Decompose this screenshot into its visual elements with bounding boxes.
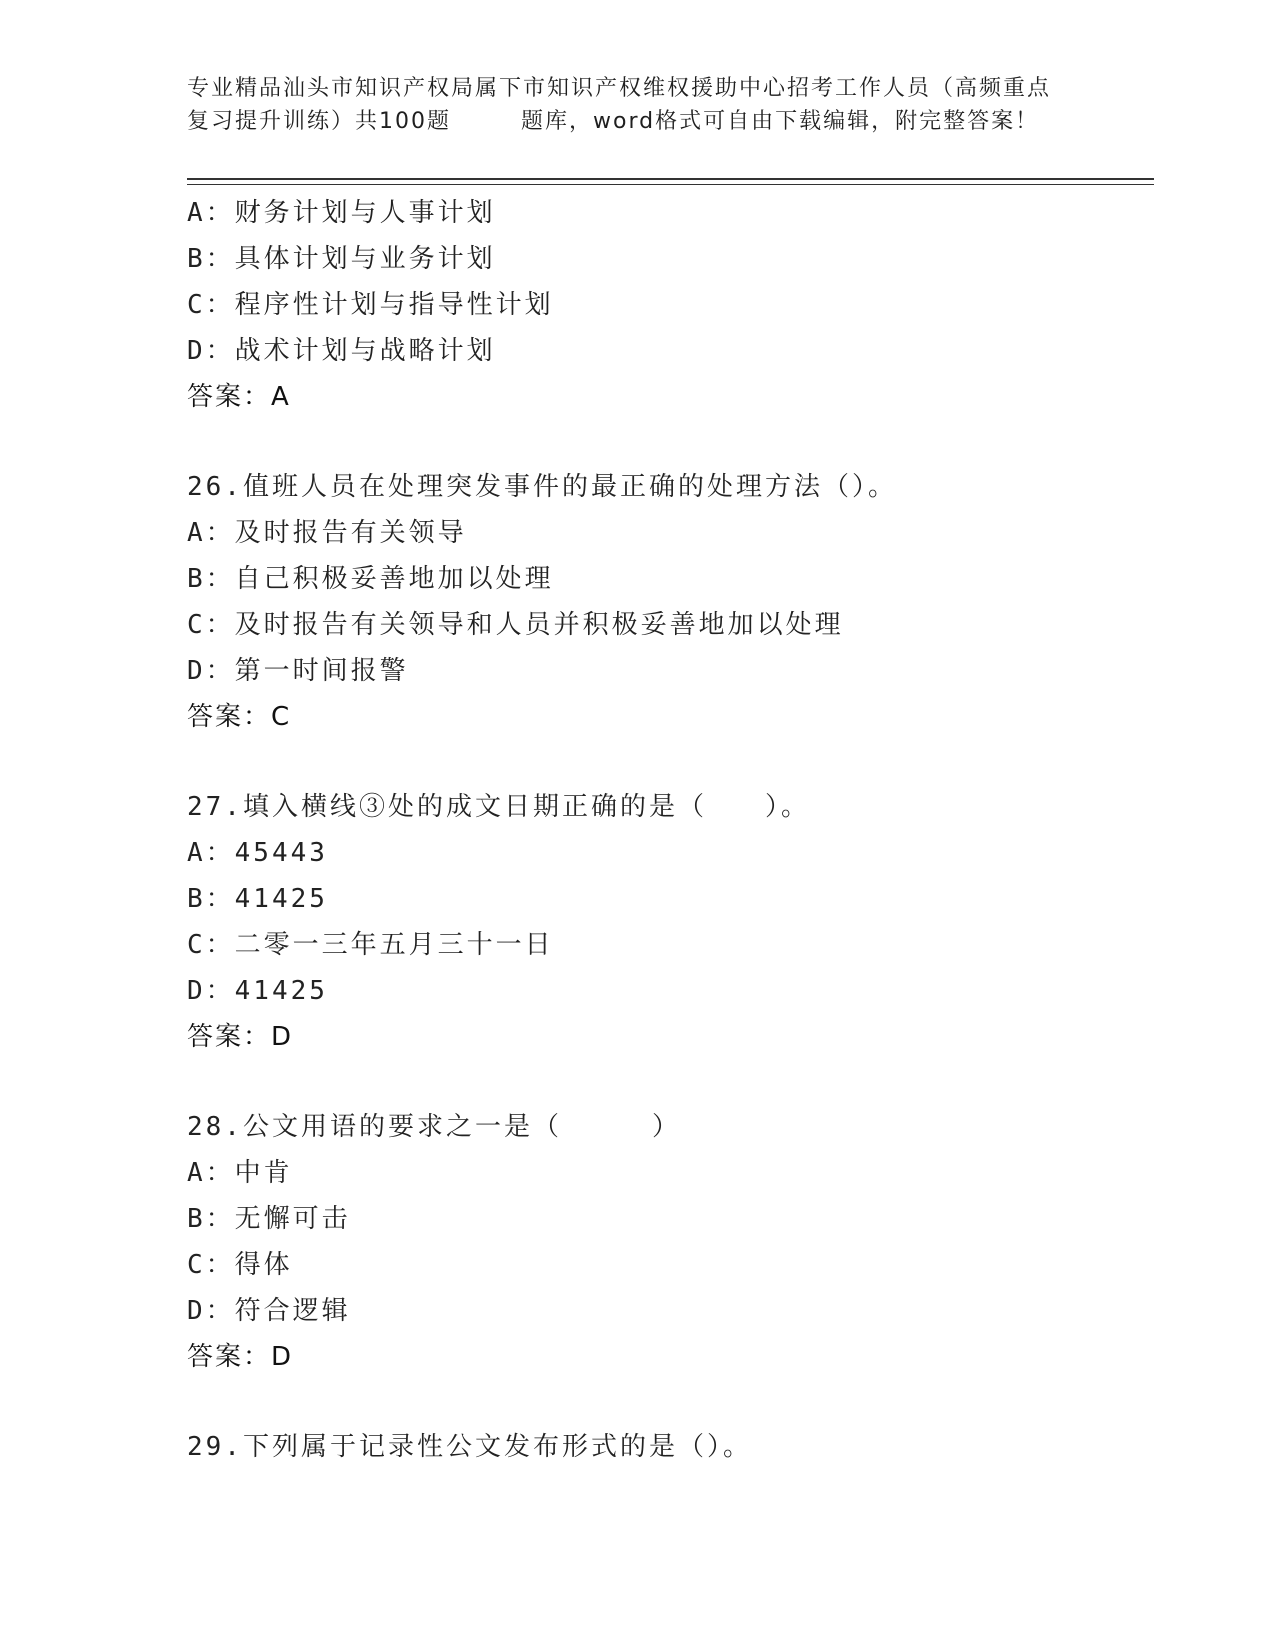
question-block-27 [187, 784, 1147, 1060]
spacer [187, 1380, 1147, 1424]
header-title-part-a: 复习提升训练）共100题 [187, 109, 451, 134]
answer-line: 答案：A [187, 382, 291, 412]
option-a: A：及时报告有关领导 [187, 518, 467, 548]
spacer [187, 740, 1147, 784]
question-text [187, 1104, 1147, 1150]
header-title-line-2 [187, 105, 1087, 138]
spacer [187, 420, 1147, 464]
document-header [187, 72, 1087, 138]
question-text-end: ） [651, 1112, 681, 1142]
option-b: B：自己积极妥善地加以处理 [187, 564, 554, 594]
header-rule-thin [187, 184, 1154, 185]
option-a: A：45443 [187, 838, 328, 868]
header-title-part-b: 题库，word格式可自由下载编辑，附完整答案！ [521, 109, 1040, 134]
option-a: A：中肯 [187, 1158, 293, 1188]
question-block-26 [187, 464, 1147, 740]
question-text: 26.值班人员在处理突发事件的最正确的处理方法（）。 [187, 472, 897, 502]
question-text [187, 784, 1147, 830]
spacer [187, 1060, 1147, 1104]
option-c: C：二零一三年五月三十一日 [187, 930, 554, 960]
option-c: C：程序性计划与指导性计划 [187, 290, 554, 320]
header-title-line-1: 专业精品汕头市知识产权局属下市知识产权维权援助中心招考工作人员（高频重点 [187, 76, 1052, 101]
option-a: A：财务计划与人事计划 [187, 198, 496, 228]
question-list [187, 190, 1147, 1470]
option-d: D：战术计划与战略计划 [187, 336, 496, 366]
answer-line: 答案：D [187, 1022, 294, 1052]
question-block-25 [187, 190, 1147, 420]
question-text-end: ）。 [764, 792, 810, 822]
option-c: C：及时报告有关领导和人员并积极妥善地加以处理 [187, 610, 844, 640]
option-d: D：第一时间报警 [187, 656, 409, 686]
answer-line: 答案：C [187, 702, 292, 732]
header-rule-thick [187, 178, 1154, 180]
option-c: C：得体 [187, 1250, 293, 1280]
question-text: 29.下列属于记录性公文发布形式的是（）。 [187, 1432, 752, 1462]
option-b: B：无懈可击 [187, 1204, 351, 1234]
option-b: B：41425 [187, 884, 328, 914]
option-d: D：41425 [187, 976, 328, 1006]
question-block-28 [187, 1104, 1147, 1380]
question-text-start: 28.公文用语的要求之一是（ [187, 1112, 562, 1142]
question-text-start: 27.填入横线③处的成文日期正确的是（ [187, 792, 707, 822]
option-d: D：符合逻辑 [187, 1296, 351, 1326]
answer-line: 答案：D [187, 1342, 294, 1372]
option-b: B：具体计划与业务计划 [187, 244, 496, 274]
question-block-29 [187, 1424, 1147, 1470]
